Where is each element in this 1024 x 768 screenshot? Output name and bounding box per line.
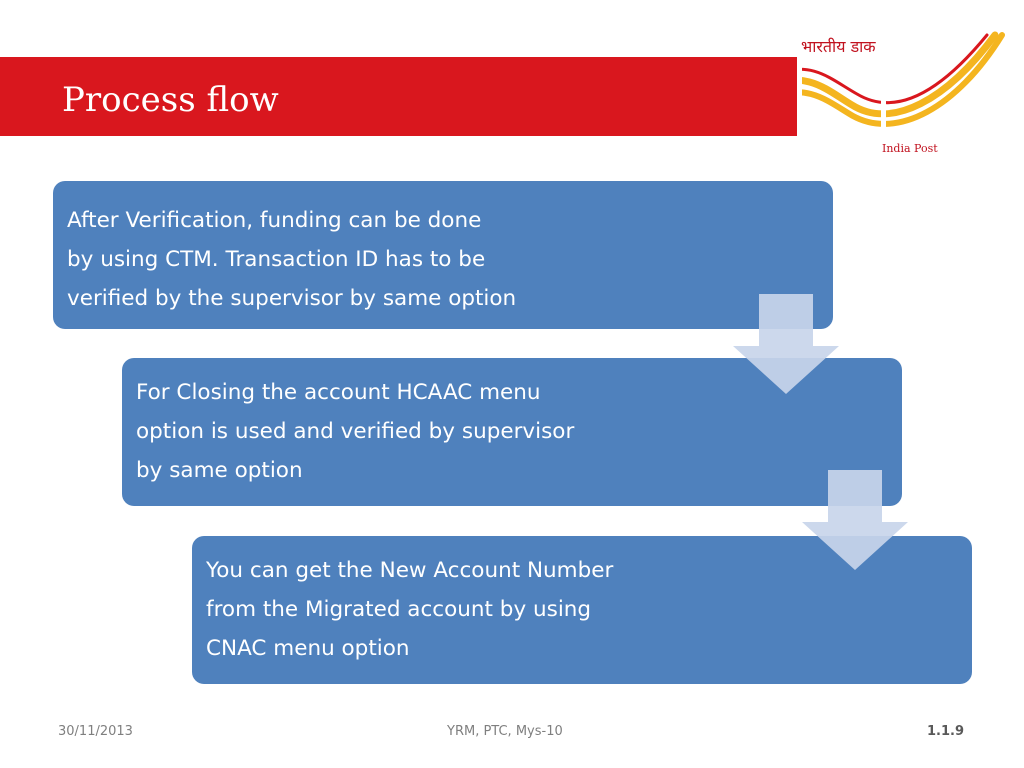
down-arrow-icon	[733, 294, 839, 394]
logo-english-text: India Post	[882, 142, 938, 155]
step-2-line-1: For Closing the account HCAAC menu	[136, 380, 541, 405]
down-arrow-icon	[802, 470, 908, 570]
step-1-line-1: After Verification, funding can be done	[67, 208, 482, 233]
step-2-line-2: option is used and verified by supervisor	[136, 419, 575, 444]
slide-title: Process flow	[62, 80, 279, 120]
india-post-logo	[797, 30, 1024, 156]
footer-date: 30/11/2013	[58, 724, 133, 739]
footer-page-number: 1.1.9	[927, 724, 965, 739]
step-1-line-3: verified by the supervisor by same option	[67, 286, 517, 311]
footer-center-text: YRM, PTC, Mys-10	[447, 724, 563, 739]
step-1-line-2: by using CTM. Transaction ID has to be	[67, 247, 486, 272]
step-3-line-1: You can get the New Account Number	[206, 558, 614, 583]
logo-hindi-text: भारतीय डाक	[801, 37, 876, 56]
step-3-line-2: from the Migrated account by using	[206, 597, 592, 622]
process-step-1	[53, 181, 833, 329]
step-2-line-3: by same option	[136, 458, 303, 483]
step-3-line-3: CNAC menu option	[206, 636, 410, 661]
